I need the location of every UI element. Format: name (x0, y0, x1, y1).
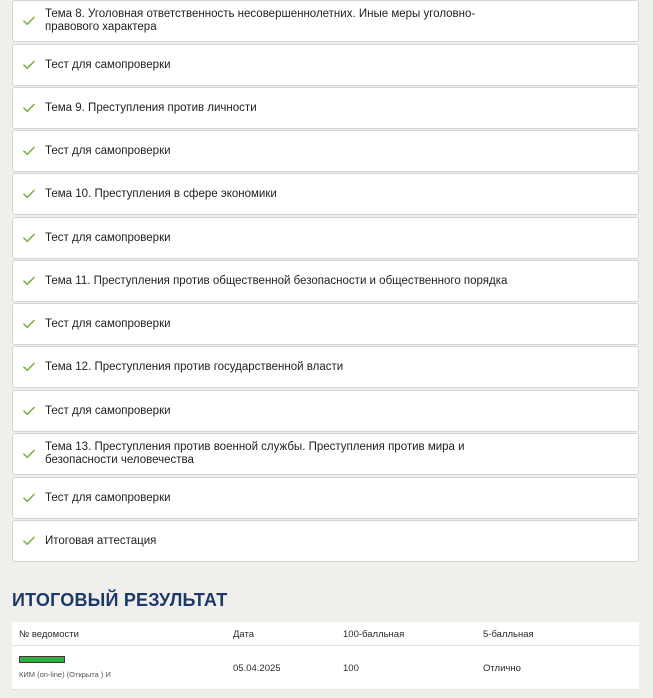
lesson-item[interactable] (12, 260, 639, 302)
check-icon (13, 189, 45, 199)
lesson-item[interactable] (12, 520, 639, 562)
lesson-item[interactable] (12, 346, 639, 388)
lesson-item[interactable] (12, 477, 639, 519)
header-score100: 100-балльная (343, 629, 405, 640)
check-icon (13, 536, 45, 546)
check-icon (13, 60, 45, 70)
header-score5: 5-балльная (483, 629, 534, 640)
lesson-item[interactable] (12, 217, 639, 259)
lesson-item[interactable] (12, 173, 639, 215)
lesson-label: Тема 10. Преступления в сфере экономики (45, 187, 277, 200)
record-link[interactable]: КИМ (on-line) (Открыта ) И (19, 670, 111, 679)
results-header-row (12, 622, 639, 646)
lesson-label: Тест для самопроверки (45, 231, 171, 244)
lesson-label: Тест для самопроверки (45, 491, 171, 504)
lesson-label: Тема 9. Преступления против личности (45, 101, 257, 114)
lesson-label: Тест для самопроверки (45, 404, 171, 417)
check-icon (13, 319, 45, 329)
result-date: 05.04.2025 (233, 663, 281, 674)
lesson-label: Тема 12. Преступления против государственной власти (45, 360, 344, 373)
lesson-item[interactable] (12, 433, 639, 475)
check-icon (13, 406, 45, 416)
lesson-label: Тема 13. Преступления против военной службы. Преступления против мира и безопасности человечества (45, 441, 465, 466)
results-table (12, 622, 639, 690)
check-icon (13, 146, 45, 156)
progress-bar (19, 656, 65, 663)
lesson-item[interactable] (12, 303, 639, 345)
check-icon (13, 449, 45, 459)
check-icon (13, 493, 45, 503)
table-row (12, 646, 639, 690)
check-icon (13, 103, 45, 113)
result-title: ИТОГОВЫЙ РЕЗУЛЬТАТ (12, 590, 228, 610)
check-icon (13, 362, 45, 372)
lesson-label: Тест для самопроверки (45, 317, 171, 330)
lesson-item[interactable] (12, 44, 639, 86)
lesson-item[interactable] (12, 87, 639, 129)
lesson-item[interactable] (12, 390, 639, 432)
lesson-label: Тема 8. Уголовная ответственность несовершеннолетних. Иные меры уголовно-правового характера (45, 8, 476, 33)
check-icon (13, 276, 45, 286)
lesson-label: Тема 11. Преступления против общественной безопасности и общественного порядка (45, 274, 508, 287)
result-score100: 100 (343, 663, 359, 674)
lesson-label: Тест для самопроверки (45, 58, 171, 71)
check-icon (13, 233, 45, 243)
lesson-label: Итоговая аттестация (45, 534, 157, 547)
header-date: Дата (233, 629, 255, 640)
result-score5: Отлично (483, 663, 521, 674)
progress-fill (20, 657, 64, 662)
lesson-label: Тест для самопроверки (45, 144, 171, 157)
header-record: № ведомости (19, 629, 79, 640)
lesson-item[interactable] (12, 130, 639, 172)
lesson-item[interactable] (12, 0, 639, 42)
check-icon (13, 16, 45, 26)
